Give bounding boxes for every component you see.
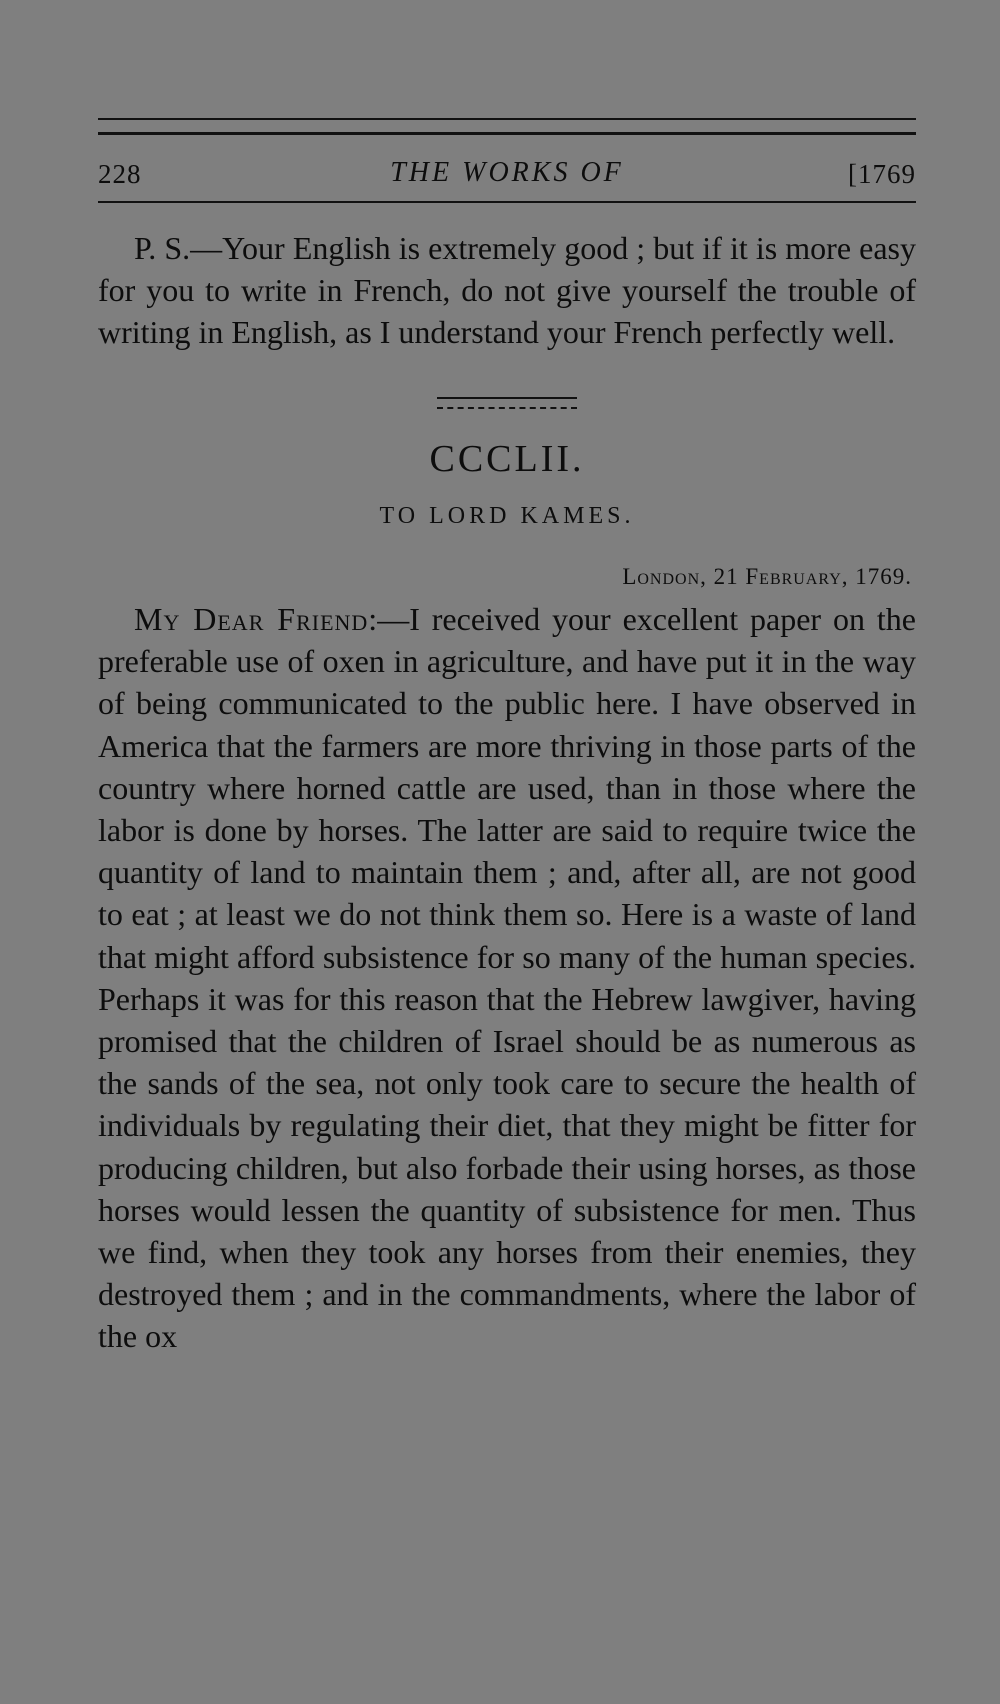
postscript-paragraph: P. S.—Your English is extremely good ; but if it is more easy for you to write in French, do not give yourself the trouble of writing in English, as I understand your French perfectly well. — [98, 230, 916, 350]
header-rule-top — [98, 118, 916, 120]
book-page — [98, 118, 916, 1390]
page-number: 228 — [98, 159, 142, 189]
header-rule-double — [98, 132, 916, 135]
letter-number: CCCLII. — [429, 438, 585, 480]
running-title: THE WORKS OF — [390, 157, 624, 188]
divider-line — [437, 397, 577, 399]
header-year: [1769 — [848, 159, 916, 189]
letter-salutation: My Dear Friend — [134, 601, 369, 637]
header-rule-bottom — [98, 201, 916, 203]
letter-dateline: London, 21 February, 1769. — [622, 564, 912, 589]
letter-body-text: :—I received your excellent paper on the preferable use of oxen in agriculture, and have put it in the way of being communicated to the public here. I have observed in America that the farmers are more thriving in those parts of the country where horned cattle are used, than in those where the labor is done by horses. The latter are said to require twice the quantity of land to maintain them ; and, after all, are not good to eat ; at least we do not think them so. Here is a waste of land that might afford subsistence for so many of the human species. Perhaps it was for this reason that the Hebrew lawgiver, having promised that the children of Israel should be as numerous as the sands of the sea, not only took care to secure the health of individuals by regulating their diet, that they might be fitter for producing children, but also forbade their using horses, as those horses would lessen the quantity of subsistence for men. Thus we find, when they took any horses from their enemies, they destroyed them ; and in the commandments, where the labor of the ox — [98, 601, 916, 1355]
running-header — [98, 145, 916, 201]
letter-recipient: TO LORD KAMES. — [379, 503, 635, 529]
letter-body — [98, 598, 916, 1358]
section-divider-ornament — [437, 397, 577, 411]
divider-line-dashed — [437, 407, 577, 409]
